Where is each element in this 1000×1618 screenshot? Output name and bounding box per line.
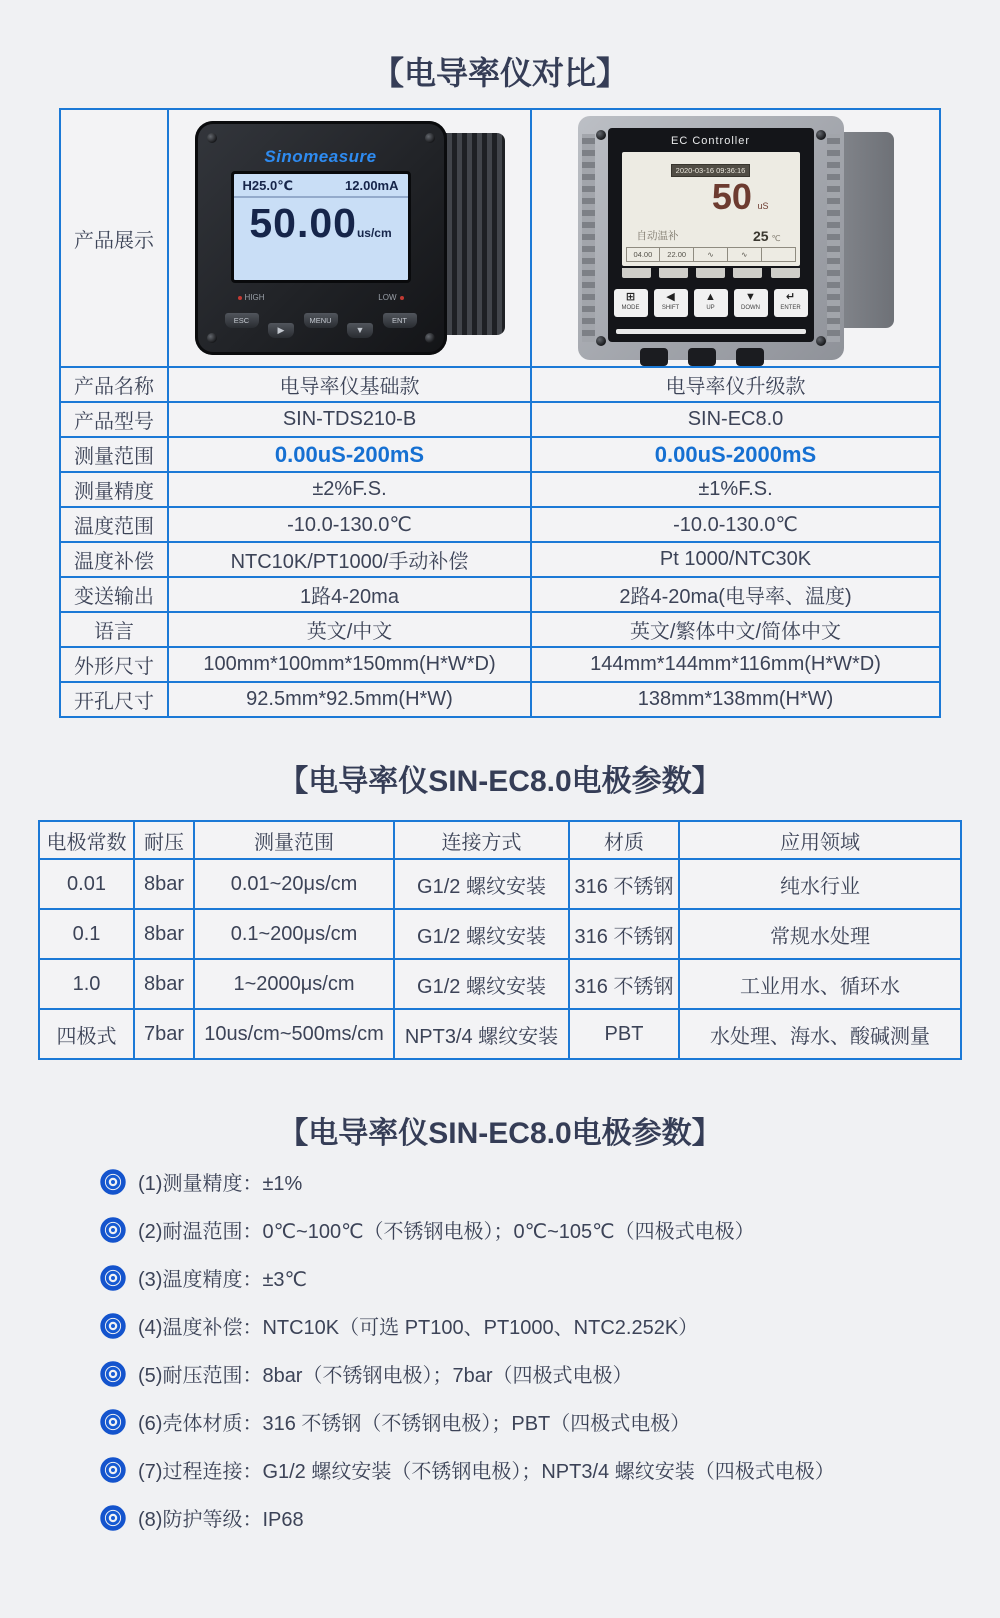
electrode-cell: 1.0 [39,959,134,1009]
spec-text: (6)壳体材质：316 不锈钢（不锈钢电极）；PBT（四极式电极） [138,1413,691,1435]
spec-text: (3)温度精度：±3℃ [138,1269,308,1291]
row-label: 产品名称 [60,367,168,402]
target-bullet-icon [100,1169,126,1195]
lcd-mode-label: 自动温补 [636,230,679,242]
arrow-button-icon: ▼ [347,323,373,338]
electrode-params-table [38,820,962,1060]
button-label: ENTER [780,305,801,311]
screw-icon [207,333,217,343]
target-bullet-icon [100,1505,126,1531]
row-label: 测量精度 [60,472,168,507]
lcd-temp-reading: 25 ℃ [753,228,781,244]
cable-glands [640,348,764,366]
electrode-cell: 纯水行业 [679,859,961,909]
row-value: Pt 1000/NTC30K [531,542,940,577]
high-led-label: HIGH [235,293,265,302]
left-device-brand: Sinomeasure [264,147,377,166]
product-image-upgrade [531,109,940,367]
right-device-image [578,116,894,360]
spec-list-item [100,1456,1000,1483]
left-device-image [195,121,505,355]
button-label: DOWN [741,305,760,311]
row-value: 英文/繁体中文/简体中文 [531,612,940,647]
right-device-shell [578,116,844,360]
spec-text: (1)测量精度：±1% [138,1173,303,1195]
lcd-cell [762,248,795,261]
lcd-status-cells [626,247,796,262]
electrode-cell: 10us/cm~500ms/cm [194,1009,394,1059]
screw-icon [207,133,217,143]
electrode-cell: 316 不锈钢 [569,909,679,959]
device-button: ENT [383,313,417,328]
compare-row [60,402,940,437]
right-device-buttons [614,289,808,317]
row-value: -10.0-130.0℃ [531,507,940,542]
lcd-datetime: 2020-03-16 09:36:16 [671,164,751,177]
electrode-header-cell: 应用领域 [679,821,961,859]
row-value: 138mm*138mm(H*W) [531,682,940,717]
spec-list-item [100,1216,1000,1243]
row-value: -10.0-130.0℃ [168,507,531,542]
electrode-row [39,1009,961,1059]
electrode-table-header-row [39,821,961,859]
compare-row [60,542,940,577]
device-button: ESC [225,313,259,328]
row-label: 测量范围 [60,437,168,472]
lcd-cell: 22.00 [660,248,694,261]
product-image-basic [168,109,531,367]
electrode-cell: G1/2 螺纹安装 [394,959,569,1009]
spec-list-item [100,1504,1000,1531]
button-glyph-icon: ↵ [785,291,796,303]
row-value: 1路4-20ma [168,577,531,612]
screw-icon [596,130,606,140]
target-bullet-icon [100,1217,126,1243]
lcd-unit: uS [757,201,769,211]
electrode-cell: 0.01~20μs/cm [194,859,394,909]
row-value: 电导率仪基础款 [168,367,531,402]
led-icon [400,296,404,300]
lcd-unit: us/cm [356,226,392,240]
row-label: 开孔尺寸 [60,682,168,717]
button-label: MODE [621,305,640,311]
button-glyph-icon: ◀ [666,291,675,303]
electrode-cell: 常规水处理 [679,909,961,959]
right-device-brand: EC Controller [670,135,751,147]
product-display-row [60,109,940,367]
right-device-front-panel [608,128,814,342]
compare-row [60,577,940,612]
page-title: 【电导率仪对比】 [371,55,628,91]
spec-list-item [100,1312,1000,1339]
panel-stripe [616,329,806,334]
product-display-label: 产品展示 [60,109,168,367]
left-device-front-panel [195,121,447,355]
electrode-row [39,959,961,1009]
button-glyph-icon: ▼ [745,291,756,303]
spec-text: (8)防护等级：IP68 [138,1509,304,1531]
lcd-current-reading: 12.00mA [345,178,399,193]
electrode-row [39,909,961,959]
spec-list-item [100,1360,1000,1387]
electrode-cell: NPT3/4 螺纹安装 [394,1009,569,1059]
row-value: NTC10K/PT1000/手动补偿 [168,542,531,577]
lcd-cell: ∿ [694,248,728,261]
row-value: 144mm*144mm*116mm(H*W*D) [531,647,940,682]
device-button: MENU [304,313,338,328]
electrode-cell: 工业用水、循环水 [679,959,961,1009]
right-device-lcd [622,152,800,266]
compare-row [60,507,940,542]
electrode-spec-list [100,1168,1000,1531]
electrode-cell: 8bar [134,959,194,1009]
row-label: 产品型号 [60,402,168,437]
electrode-cell: PBT [569,1009,679,1059]
electrode-cell: 0.1~200μs/cm [194,909,394,959]
row-label: 变送输出 [60,577,168,612]
row-value: SIN-TDS210-B [168,402,531,437]
electrode-cell: 8bar [134,859,194,909]
screw-icon [425,333,435,343]
lcd-cell: 04.00 [627,248,661,261]
row-value: 2路4-20ma(电导率、温度) [531,577,940,612]
row-label: 温度范围 [60,507,168,542]
screw-icon [425,133,435,143]
electrode-cell: G1/2 螺纹安装 [394,909,569,959]
electrode-header-cell: 测量范围 [194,821,394,859]
row-value: 0.00uS-200mS [168,437,531,472]
left-device-buttons [225,313,417,338]
button-label: UP [706,305,715,311]
electrode-cell: 0.01 [39,859,134,909]
device-button-shift [654,289,688,317]
row-label: 语言 [60,612,168,647]
screw-icon [816,130,826,140]
target-bullet-icon [100,1265,126,1291]
screw-icon [816,336,826,346]
arrow-button-icon: ▶ [268,323,294,338]
electrode-table-title: 【电导率仪SIN-EC8.0电极参数】 [278,765,722,798]
compare-row [60,612,940,647]
electrode-cell: 四极式 [39,1009,134,1059]
electrode-cell: 8bar [134,909,194,959]
spec-text: (2)耐温范围：0℃~100℃（不锈钢电极）；0℃~105℃（四极式电极） [138,1221,755,1243]
target-bullet-icon [100,1409,126,1435]
compare-row [60,682,940,717]
button-glyph-icon: ▲ [705,291,716,303]
target-bullet-icon [100,1313,126,1339]
compare-row [60,647,940,682]
electrode-header-cell: 耐压 [134,821,194,859]
spec-text: (4)温度补偿：NTC10K（可选 PT100、PT1000、NTC2.252K） [138,1317,699,1339]
row-value: 100mm*100mm*150mm(H*W*D) [168,647,531,682]
row-value: SIN-EC8.0 [531,402,940,437]
lcd-cell: ∿ [728,248,762,261]
electrode-specs-title: 【电导率仪SIN-EC8.0电极参数】 [278,1117,722,1150]
spec-list-item [100,1408,1000,1435]
button-label: SHIFT [661,305,680,311]
electrode-cell: 0.1 [39,909,134,959]
row-value: ±2%F.S. [168,472,531,507]
electrode-cell: G1/2 螺纹安装 [394,859,569,909]
low-led-label: LOW [378,293,406,302]
electrode-cell: 1~2000μs/cm [194,959,394,1009]
target-bullet-icon [100,1361,126,1387]
left-device-lcd [231,171,411,283]
screw-icon [596,336,606,346]
row-label: 外形尺寸 [60,647,168,682]
device-button-up [694,289,728,317]
electrode-cell: 316 不锈钢 [569,959,679,1009]
lcd-temp-reading: H25.0℃ [242,178,293,193]
row-value: 电导率仪升级款 [531,367,940,402]
electrode-cell: 7bar [134,1009,194,1059]
row-value: 英文/中文 [168,612,531,647]
device-button-enter [774,289,808,317]
lcd-main-value: 50.00 [249,200,357,246]
device-button-mode [614,289,648,317]
spec-text: (5)耐压范围：8bar（不锈钢电极）；7bar（四极式电极） [138,1365,633,1387]
row-value: 0.00uS-2000mS [531,437,940,472]
spec-list-item [100,1168,1000,1195]
electrode-row [39,859,961,909]
row-label: 温度补偿 [60,542,168,577]
electrode-header-cell: 材质 [569,821,679,859]
softkey-tabs [622,268,800,278]
electrode-header-cell: 电极常数 [39,821,134,859]
product-compare-table [59,108,941,718]
spec-list-item [100,1264,1000,1291]
electrode-cell: 316 不锈钢 [569,859,679,909]
electrode-header-cell: 连接方式 [394,821,569,859]
led-icon [238,296,242,300]
button-glyph-icon: ⊞ [625,291,636,303]
spec-text: (7)过程连接：G1/2 螺纹安装（不锈钢电极）；NPT3/4 螺纹安装（四极式电极） [138,1461,835,1483]
compare-row [60,437,940,472]
target-bullet-icon [100,1457,126,1483]
compare-row [60,367,940,402]
lcd-main-value: 50 [711,176,752,217]
electrode-cell: 水处理、海水、酸碱测量 [679,1009,961,1059]
row-value: 92.5mm*92.5mm(H*W) [168,682,531,717]
compare-row [60,472,940,507]
row-value: ±1%F.S. [531,472,940,507]
device-button-down [734,289,768,317]
